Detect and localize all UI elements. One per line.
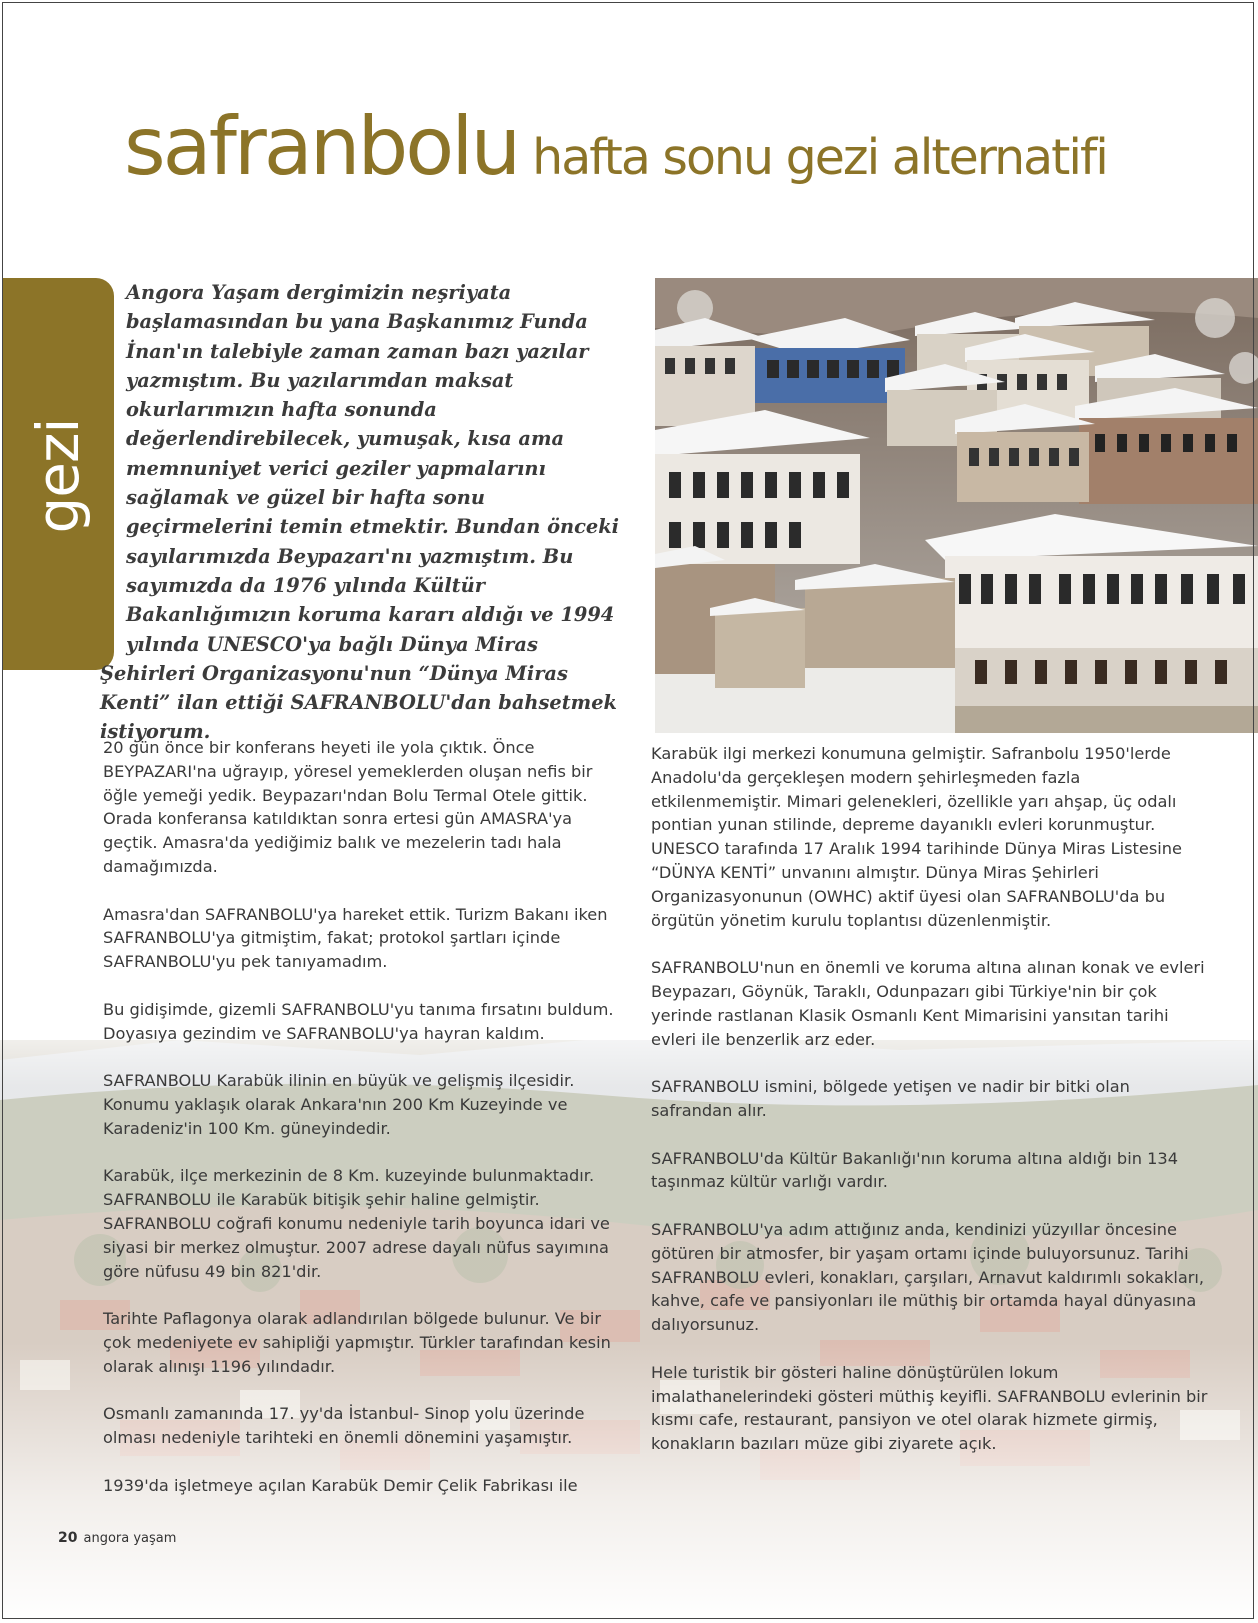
intro-paragraph-block [100,278,620,747]
body-paragraph: 1939'da işletmeye açılan Karabük Demir Çelik Fabrikası ile [103,1475,578,1495]
body-column-left [103,736,615,1521]
body-paragraph: Osmanlı zamanında 17. yy'da İstanbul- Sinop yolu üzerinde olması nedeniyle tarihteki en önemli dönemini yaşamıştır. [103,1404,585,1448]
page-number: 20 [58,1530,78,1546]
body-paragraph: Karabük, ilçe merkezinin de 8 Km. kuzeyinde bulunmaktadır. SAFRANBOLU ile Karabük bitişik şehir haline gelmiştir. SAFRANBOLU coğrafi konumu nedeniyle tarih boyunca idari ve siyasi bir merkez olmuştur. 2007 adrese dayalı nüfus sayımına göre nüfusu 49 bin 821'dir. [103,1166,610,1281]
body-paragraph: Bu gidişimde, gizemli SAFRANBOLU'yu tanıma fırsatını buldum. Doyasıya gezindim ve SAFRANBOLU'ya hayran kaldım. [103,999,614,1043]
body-paragraph: Tarihte Paflagonya olarak adlandırılan bölgede bulunur. Ve bir çok medeniyete ev sahipliği yapmıştır. Türkler tarafından kesin olarak alınışı 1196 yılındadır. [103,1309,611,1376]
body-paragraph: SAFRANBOLU Karabük ilinin en büyük ve gelişmiş ilçesidir. Konumu yaklaşık olarak Ankara'nın 200 Km Kuzeyinde ve Karadeniz'in 100 Km. güneyindedir. [103,1071,575,1138]
title-main: safranbolu [124,100,519,193]
body-column-right [651,742,1211,1480]
article-title [124,100,1107,193]
magazine-name: angora yaşam [83,1531,177,1546]
body-paragraph: Karabük ilgi merkezi konumuna gelmiştir. Safranbolu 1950'lerde Anadolu'da gerçekleşen modern şehirleşmeden fazla etkilenmemiştir. Mimari gelenekleri, özellikle yarı ahşap, üç odalı pontian yunan stilinde, depreme dayanıklı evleri korunmuştur. UNESCO tarafında 17 Aralık 1994 tarihinde Dünya Miras Listesine “DÜNYA KENTİ” unvanını almıştır. Dünya Miras Şehirleri Organizasyonunun (OWHC) aktif üyesi olan SAFRANBOLU'da bu örgütün yönetim kurulu toplantısı düzenlenmiştir. [651,744,1183,930]
body-paragraph: SAFRANBOLU ismini, bölgede yetişen ve nadir bir bitki olan safrandan alır. [651,1077,1130,1120]
body-paragraph: SAFRANBOLU'nun en önemli ve koruma altına alınan konak ve evleri Beypazarı, Göynük, Taraklı, Odunpazarı gibi Türkiye'nin bir çok yerinde rastlanan Klasik Osmanlı Kent Mimarisini yansıtan tarihi evleri ile benzerlik arz eder. [651,958,1205,1049]
title-subtitle: hafta sonu gezi alternatifi [532,129,1107,186]
body-paragraph: SAFRANBOLU'ya adım attığınız anda, kendinizi yüzyıllar öncesine götüren bir atmosfer, bir yaşam ortamı içinde buluyorsunuz. Tarihi SAFRANBOLU evleri, konakları, çarşıları, Arnavut kaldırımlı sokakları, kahve, cafe ve pansiyonları ile müthiş bir ortamda hayal dünyasına dalıyorsunuz. [651,1219,1205,1335]
body-paragraph: Amasra'dan SAFRANBOLU'ya hareket ettik. Turizm Bakanı iken SAFRANBOLU'ya gitmiştim, fakat; protokol şartları içinde SAFRANBOLU'yu pek tanıyamadım. [103,904,608,972]
body-paragraph: Hele turistik bir gösteri haline dönüştürülen lokum imalathanelerindeki gösteri müthiş keyifli. SAFRANBOLU evlerinin bir kısmı cafe, restaurant, pansiyon ve otel olarak hizmete girmiş, konakların bazıları müze gibi ziyarete açık. [651,1362,1208,1454]
page-footer [58,1530,176,1546]
intro-paragraph: Angora Yaşam dergimizin neşriyata başlamasından bu yana Başkanımız Funda İnan'ın talebiyle zaman zaman bazı yazılar yazmıştım. Bu yazılarımdan maksat okurlarımızın hafta sonunda değerlendirebilecek, yumuşak, kısa ama memnuniyet verici geziler yapmalarını sağlamak ve güzel bir hafta sonu geçirmelerini temin etmektir. Bundan önceki sayılarımızda Beypazarı'nı yazmıştım. Bu sayımızda da 1976 yılında Kültür Bakanlığımızın koruma kararı aldığı ve 1994 yılında UNESCO'ya bağlı Dünya Miras Şehirleri Organizasyonu'nun “Dünya Miras Kenti” ilan ettiği SAFRANBOLU'dan bahsetmek istiyorum. [100,281,620,744]
section-tab-label: gezi [24,418,92,534]
safranbolu-houses-photo [655,278,1258,733]
body-paragraph: SAFRANBOLU'da Kültür Bakanlığı'nın koruma altına aldığı bin 134 taşınmaz kültür varlığı vardır. [651,1148,1179,1192]
body-paragraph: 20 gün önce bir konferans heyeti ile yola çıktık. Önce BEYPAZARI'na uğrayıp, yöresel yemeklerden oluşan nefis bir öğle yemeği yedik. Beypazarı'ndan Bolu Termal Otele gittik. Orada konferansa katıldıktan sonra ertesi gün AMASRA'ya geçtik. Amasra'da yediğimiz balık ve mezelerin tadı hala damağımızda. [103,738,593,876]
